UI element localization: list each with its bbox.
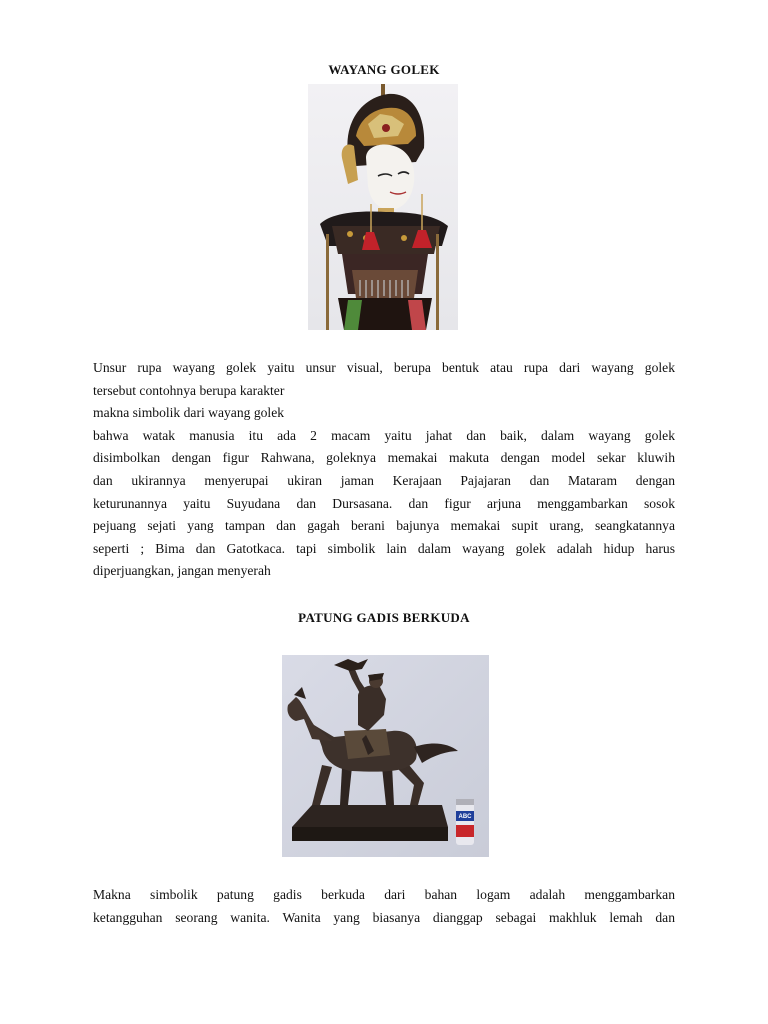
section-title-patung-gadis-berkuda: PATUNG GADIS BERKUDA xyxy=(298,610,470,625)
paragraph-line: bahwa watak manusia itu ada 2 macam yaitu jahat dan baik, dalam wayang golek xyxy=(93,427,675,443)
paragraph-line: disimbolkan dengan figur Rahwana, goleknya memakai makuta dengan model sekar kluwih xyxy=(93,450,675,466)
paragraph-line: Unsur rupa wayang golek yaitu unsur visual, berupa bentuk atau rupa dari wayang golek xyxy=(93,360,675,375)
paragraph-line: pejuang sejati yang tampan dan gagah berani bajunya memakai supit urang, seangkatannya xyxy=(93,518,675,534)
paragraph-line: makna simbolik dari wayang golek xyxy=(93,405,285,421)
can-label: ABC xyxy=(458,814,472,820)
patung-gadis-berkuda-paragraph xyxy=(93,884,675,929)
horse-statue-photo xyxy=(282,655,489,857)
paragraph-line: ketangguhan seorang wanita. Wanita yang biasanya dianggap sebagai makhluk lemah dan xyxy=(93,909,675,925)
wayang-puppet-illustration xyxy=(308,84,458,330)
paragraph-line: Makna simbolik patung gadis berkuda dari bahan logam adalah menggambarkan xyxy=(93,887,675,902)
paragraph-line: keturunannya yaitu Suyudana dan Dursasana. dan figur arjuna menggambarkan sosok xyxy=(93,495,675,511)
section-title-wayang-golek: WAYANG GOLEK xyxy=(328,62,440,77)
paragraph-line: diperjuangkan, jangan menyerah xyxy=(93,563,271,579)
wayang-golek-paragraph xyxy=(93,357,675,583)
paragraph-line: seperti ; Bima dan Gatotkaca. tapi simbolik lain dalam wayang golek adalah hidup harus xyxy=(93,540,675,556)
horse-rider-statue-illustration xyxy=(282,655,489,857)
wayang-golek-photo xyxy=(308,84,458,330)
paragraph-line: tersebut contohnya berupa karakter xyxy=(93,382,285,398)
paragraph-line: dan ukirannya menyerupai ukiran jaman Kerajaan Pajajaran dan Mataram dengan xyxy=(93,472,675,488)
